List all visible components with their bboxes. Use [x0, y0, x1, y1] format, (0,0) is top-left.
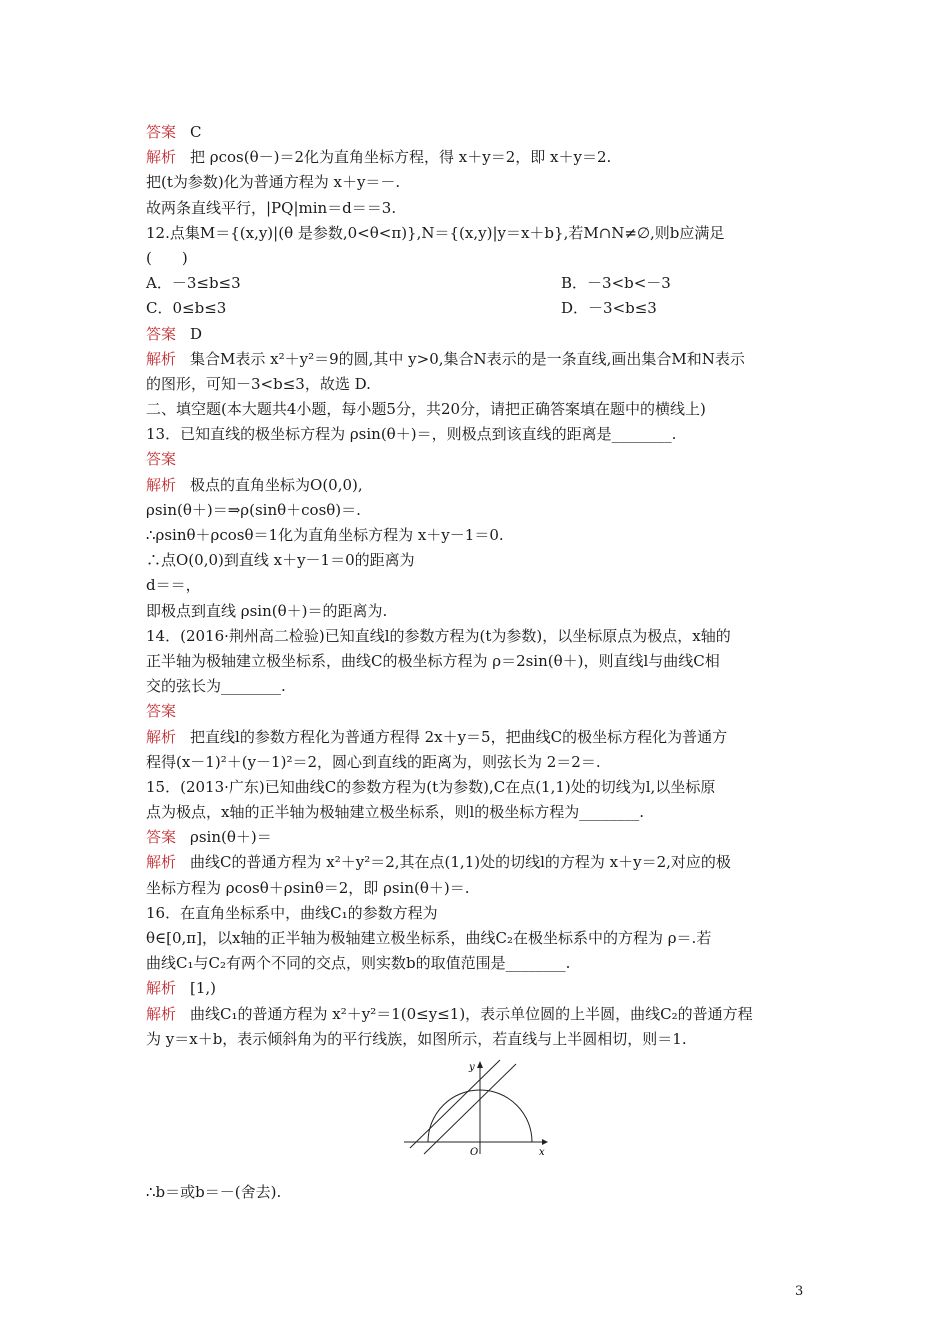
line-text: 把 ρcos(θ－)＝2化为直角坐标方程，得 x＋y＝2，即 x＋y＝2. [190, 148, 612, 167]
answer-line [146, 322, 810, 347]
answer-tag: 答案 [146, 450, 177, 469]
line-text: 即极点到直线 ρsin(θ＋)＝的距离为. [146, 601, 388, 620]
text-line [146, 750, 810, 775]
line-text: 坐标方程为 ρcosθ＋ρsinθ＝2，即 ρsin(θ＋)＝. [146, 878, 470, 897]
text-line [146, 901, 810, 926]
line-text: 把(t为参数)化为普通方程为 x＋y＝－. [146, 173, 401, 192]
line-text: 曲线C₁与C₂有两个不同的交点，则实数b的取值范围是________. [146, 954, 571, 973]
choice-row [146, 296, 810, 321]
line-text: 交的弦长为________. [146, 677, 286, 696]
after-figure-line: ∴b＝或b＝－(舍去). [146, 1183, 282, 1201]
line-text: ∴点O(0,0)到直线 x＋y－1＝0的距离为 [146, 551, 415, 570]
answer-line [146, 825, 810, 850]
line-text: 故两条直线平行，|PQ|min＝d＝＝3. [146, 198, 397, 217]
line-text: θ∈[0,π]，以x轴的正半轴为极轴建立极坐标系，曲线C₂在极坐标系中的方程为 ρ＝.若 [146, 929, 712, 947]
origin-label: O [470, 1147, 479, 1158]
secant-line [410, 1060, 500, 1148]
text-line [146, 246, 810, 271]
answer-tag: 答案 [146, 123, 177, 141]
choice-option: A．－3≤b≤3 [146, 274, 241, 293]
line-text: ( ) [146, 248, 188, 267]
document-body [146, 120, 810, 1052]
line-text: 16．在直角坐标系中，曲线C₁的参数方程为 [146, 903, 438, 922]
text-line [146, 221, 810, 246]
line-text: 把直线l的参数方程化为普通方程得 2x＋y＝5，把曲线C的极坐标方程化为普通方 [190, 727, 728, 746]
line-text: 曲线C的普通方程为 x²＋y²＝2,其在点(1,1)处的切线l的方程为 x＋y＝2,对应的极 [190, 853, 731, 872]
y-axis-arrow [477, 1061, 483, 1068]
line-text: 正半轴为极轴建立极坐标系，曲线C的极坐标方程为 ρ＝2sin(θ＋)，则直线l与曲线C相 [146, 651, 720, 670]
line-text: 13．已知直线的极坐标方程为 ρsin(θ＋)＝，则极点到该直线的距离是________. [146, 425, 677, 444]
text-line [146, 397, 810, 422]
choice-option: D．－3<b≤3 [561, 299, 657, 318]
analysis-tag: 解析 [146, 349, 177, 368]
text-line [146, 196, 810, 221]
text-line [146, 372, 810, 397]
analysis-tag: 解析 [146, 727, 177, 746]
line-text: 二、填空题(本大题共4小题，每小题5分，共20分，请把正确答案填在题中的横线上) [146, 400, 706, 419]
answer-tag: 答案 [146, 702, 177, 721]
text-line [146, 800, 810, 825]
choice-row [146, 271, 810, 296]
text-line [146, 951, 810, 976]
line-text: ρsin(θ＋)＝ [190, 828, 272, 847]
analysis-line [146, 1002, 810, 1027]
text-line [146, 1027, 810, 1052]
tangent-line [424, 1064, 516, 1154]
text-line [146, 775, 810, 800]
line-text: ∴ρsinθ＋ρcosθ＝1化为直角坐标方程为 x＋y－1＝0. [146, 526, 504, 544]
text-line [146, 170, 810, 195]
text-line [146, 649, 810, 674]
answer-tag: 答案 [146, 828, 177, 847]
text-line [146, 422, 810, 447]
line-text: 12.点集M＝{(x,y)|(θ 是参数,0<θ<π)},N＝{(x,y)|y＝x＋b},若M∩N≠∅,则b应满足 [146, 223, 725, 242]
page-number: 3 [795, 1284, 804, 1299]
semicircle-tangent-figure [402, 1058, 552, 1158]
line-text: d＝＝， [146, 576, 201, 595]
analysis-line [146, 347, 810, 372]
analysis-line [146, 976, 810, 1001]
line-text: ρsin(θ＋)＝⇒ρ(sinθ＋cosθ)＝. [146, 500, 361, 519]
line-text: 极点的直角坐标为O(0,0), [190, 475, 363, 494]
x-axis-arrow [542, 1139, 548, 1145]
answer-line [146, 699, 810, 724]
line-text: 14．(2016·荆州高二检验)已知直线l的参数方程为(t为参数)，以坐标原点为极点，x轴的 [146, 626, 731, 645]
analysis-tag: 解析 [146, 148, 177, 167]
line-text: 的图形，可知－3<b≤3，故选 D. [146, 374, 371, 393]
line-text: 15．(2013·广东)已知曲线C的参数方程为(t为参数),C在点(1,1)处的切线为l,以坐标原 [146, 777, 716, 796]
text-line [146, 548, 810, 573]
text-line [146, 926, 810, 951]
analysis-tag: 解析 [146, 853, 177, 872]
line-text: 为 y＝x＋b，表示倾斜角为的平行线族，如图所示，若直线与上半圆相切，则＝1. [146, 1029, 687, 1048]
line-text: 点为极点，x轴的正半轴为极轴建立极坐标系，则l的极坐标方程为________. [146, 803, 645, 822]
text-line [146, 573, 810, 598]
y-axis-label: y [469, 1062, 475, 1073]
analysis-tag: 解析 [146, 475, 177, 494]
analysis-line [146, 725, 810, 750]
analysis-line [146, 850, 810, 875]
text-line [146, 498, 810, 523]
text-line [146, 674, 810, 699]
line-text: 程得(x－1)²＋(y－1)²＝2，圆心到直线的距离为，则弦长为 2＝2＝. [146, 752, 601, 771]
text-line [146, 523, 810, 548]
line-text: 曲线C₁的普通方程为 x²＋y²＝1(0≤y≤1)，表示单位圆的上半圆，曲线C₂的普通方程 [190, 1004, 753, 1023]
text-line [146, 599, 810, 624]
analysis-line [146, 145, 810, 170]
line-text: 集合M表示 x²＋y²＝9的圆,其中 y>0,集合N表示的是一条直线,画出集合M和N表示 [190, 349, 745, 368]
answer-tag: 答案 [146, 324, 177, 343]
analysis-tag: 解析 [146, 1004, 177, 1023]
line-text: C [190, 123, 202, 141]
text-line [146, 624, 810, 649]
choice-option: B．－3<b<－3 [561, 274, 671, 293]
x-axis-label: x [539, 1147, 545, 1158]
choice-option: C．0≤b≤3 [146, 299, 227, 318]
analysis-line [146, 473, 810, 498]
text-line [146, 876, 810, 901]
line-text: D [190, 324, 203, 343]
answer-line [146, 120, 810, 145]
line-text: [1,) [190, 979, 217, 998]
answer-line [146, 447, 810, 472]
analysis-tag: 解析 [146, 979, 177, 998]
